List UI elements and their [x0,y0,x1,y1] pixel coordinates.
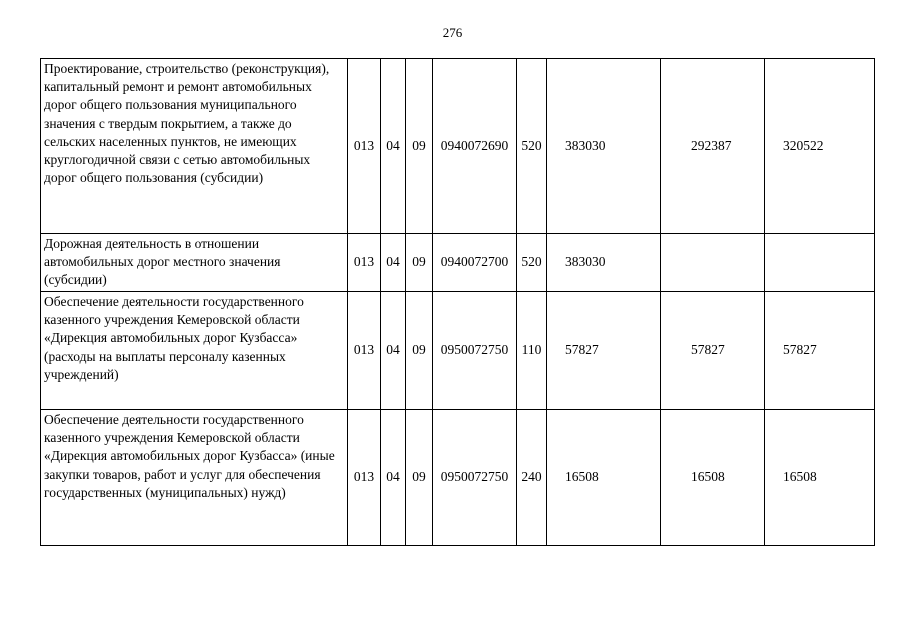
subsection-code: 09 [406,410,433,546]
target-article-code: 0950072750 [433,292,517,410]
ministry-code: 013 [348,292,381,410]
expense-type-code: 110 [517,292,547,410]
expense-name: Обеспечение деятельности государственного казенного учреждения Кемеровской области «Дирекция автомобильных дорог Кузбасса» (иные закупки товаров, работ и услуг для обеспечения государственных (муниципальных) нужд) [41,410,348,546]
amount-year-1: 383030 [547,59,661,234]
amount-year-3: 57827 [765,292,875,410]
table-row [41,234,875,292]
target-article-code: 0940072700 [433,234,517,292]
subsection-code: 09 [406,292,433,410]
table-row [41,410,875,546]
expense-name: Дорожная деятельность в отношении автомобильных дорог местного значения (субсидии) [41,234,348,292]
target-article-code: 0950072750 [433,410,517,546]
table-row [41,59,875,234]
amount-year-3: 16508 [765,410,875,546]
amount-year-1: 57827 [547,292,661,410]
amount-year-2: 292387 [661,59,765,234]
budget-table [40,58,875,546]
expense-type-code: 520 [517,59,547,234]
ministry-code: 013 [348,59,381,234]
expense-name: Обеспечение деятельности государственного казенного учреждения Кемеровской области «Дирекция автомобильных дорог Кузбасса» (расходы на выплаты персоналу казенных учреждений) [41,292,348,410]
amount-year-3 [765,234,875,292]
target-article-code: 0940072690 [433,59,517,234]
amount-year-2 [661,234,765,292]
expense-name: Проектирование, строительство (реконструкция), капитальный ремонт и ремонт автомобильных дорог общего пользования муниципального значения с твердым покрытием, а также до сельских населенных пунктов, не имеющих круглогодичной связи с сетью автомобильных дорог общего пользования (субсидии) [41,59,348,234]
subsection-code: 09 [406,234,433,292]
expense-type-code: 520 [517,234,547,292]
page-number: 276 [442,25,463,40]
expense-type-code: 240 [517,410,547,546]
amount-year-1: 16508 [547,410,661,546]
section-code: 04 [381,59,406,234]
ministry-code: 013 [348,234,381,292]
amount-year-2: 57827 [661,292,765,410]
amount-year-3: 320522 [765,59,875,234]
section-code: 04 [381,234,406,292]
amount-year-2: 16508 [661,410,765,546]
table-row [41,292,875,410]
amount-year-1: 383030 [547,234,661,292]
subsection-code: 09 [406,59,433,234]
section-code: 04 [381,292,406,410]
section-code: 04 [381,410,406,546]
ministry-code: 013 [348,410,381,546]
